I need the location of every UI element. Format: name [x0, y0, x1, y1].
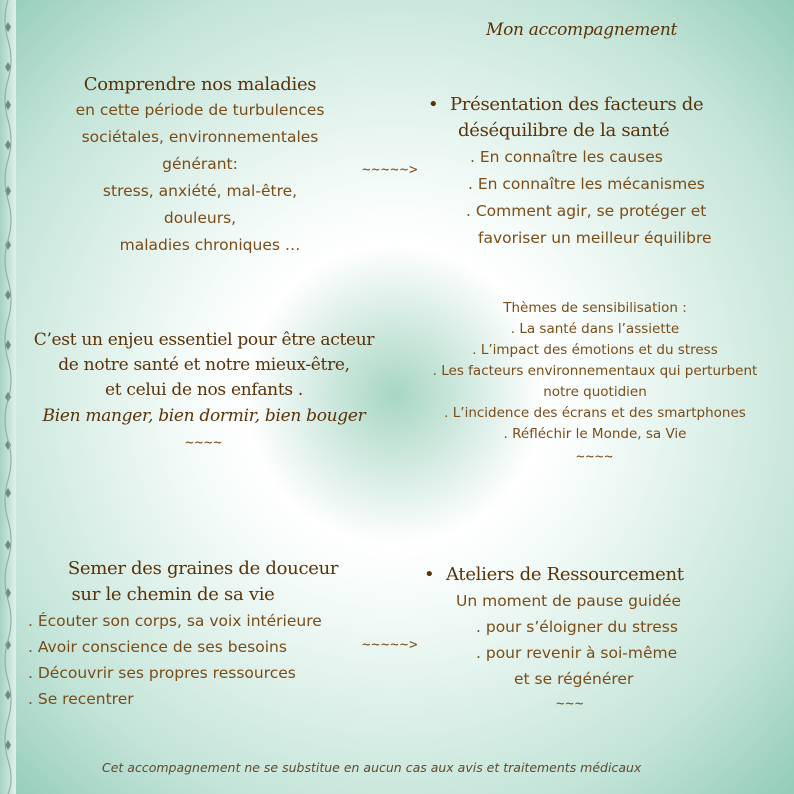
block-ateliers-line: Un moment de pause guidée — [456, 592, 682, 610]
footer-disclaimer: Cet accompagnement ne se substitue en aucun cas aux avis et traitements médicaux — [102, 760, 642, 775]
page-title: Mon accompagnement — [486, 20, 677, 40]
block-themes-item: notre quotidien — [543, 384, 647, 400]
block-comprendre-line: maladies chroniques … — [119, 236, 301, 254]
block-comprendre-line: douleurs, — [163, 209, 237, 227]
block-comprendre-heading: Comprendre nos maladies — [83, 74, 317, 95]
block-ateliers-line: . pour s’éloigner du stress — [476, 618, 678, 636]
block-semer-heading: Semer des graines de douceur — [67, 558, 339, 579]
block-ateliers — [424, 562, 764, 716]
block-enjeu-motto: Bien manger, bien dormir, bien bouger — [42, 406, 366, 426]
block-ateliers-line: et se régénérer — [514, 670, 634, 688]
block-ateliers-line: . pour revenir à soi-même — [476, 644, 678, 662]
block-themes-item: . Les facteurs environnementaux qui perturbent — [432, 363, 758, 379]
block-enjeu — [18, 328, 390, 456]
block-comprendre-line: en cette période de turbulences — [75, 101, 325, 119]
bullet-icon: • — [424, 564, 435, 585]
block-comprendre-line: sociétales, environnementales — [81, 128, 319, 146]
block-themes-item: . L’impact des émotions et du stress — [472, 342, 718, 358]
bullet-icon: • — [428, 94, 439, 115]
block-themes-item: . La santé dans l’assiette — [510, 321, 680, 337]
block-semer-item: . Se recentrer — [28, 690, 134, 708]
block-enjeu-line: de notre santé et notre mieux-être, — [58, 355, 350, 375]
decorative-border — [0, 0, 16, 794]
arrow-connector: ~~~~~> — [362, 637, 419, 653]
block-enjeu-line: C’est un enjeu essentiel pour être acteur — [33, 330, 375, 350]
block-semer-heading: sur le chemin de sa vie — [71, 584, 275, 605]
tilde-divider: ~~~ — [556, 696, 585, 712]
block-semer — [28, 556, 378, 712]
block-semer-item: . Avoir conscience de ses besoins — [28, 638, 287, 656]
block-presentation-item: . Comment agir, se protéger et — [466, 202, 707, 220]
block-presentation-heading: déséquilibre de la santé — [458, 120, 670, 141]
block-ateliers-heading: Ateliers de Ressourcement — [446, 564, 684, 585]
block-themes-item: . Réfléchir le Monde, sa Vie — [503, 426, 687, 442]
block-presentation-item: favoriser un meilleur équilibre — [478, 229, 712, 247]
block-presentation-heading: Présentation des facteurs de — [450, 94, 704, 115]
block-themes-heading: Thèmes de sensibilisation : — [503, 300, 687, 316]
tilde-divider: ~~~~ — [185, 435, 223, 451]
block-comprendre-line: stress, anxiété, mal-être, — [102, 182, 298, 200]
block-themes-item: . L’incidence des écrans et des smartphones — [444, 405, 746, 421]
block-themes — [410, 298, 780, 469]
block-semer-item: . Découvrir ses propres ressources — [28, 664, 296, 682]
block-presentation-item: . En connaître les causes — [470, 148, 663, 166]
block-semer-item: . Écouter son corps, sa voix intérieure — [28, 612, 322, 630]
block-enjeu-line: et celui de nos enfants . — [104, 380, 303, 400]
block-presentation — [428, 92, 778, 252]
tilde-divider: ~~~~ — [576, 449, 614, 465]
vine-ornament-icon — [0, 0, 16, 794]
arrow-connector: ~~~~~> — [362, 162, 419, 178]
block-comprendre-line: générant: — [162, 155, 238, 173]
block-comprendre — [30, 74, 370, 259]
block-presentation-item: . En connaître les mécanismes — [468, 175, 705, 193]
